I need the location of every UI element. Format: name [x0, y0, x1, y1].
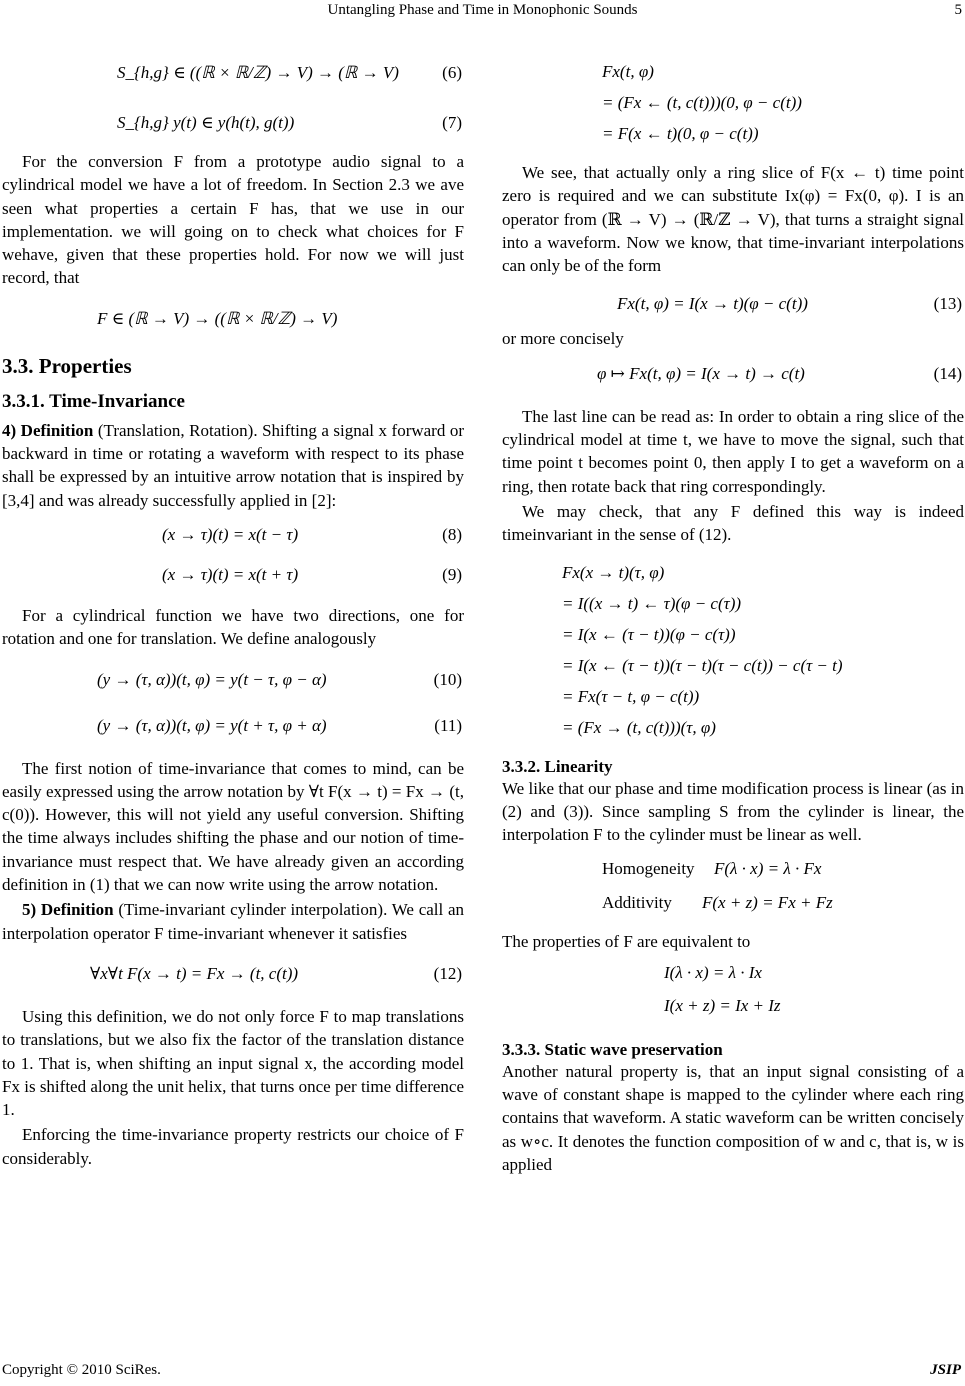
equation-11 [2, 709, 464, 743]
equation-12 [2, 957, 464, 991]
equation-7 [2, 106, 464, 140]
definition-5 [2, 898, 464, 945]
section-heading-properties: 3.3. Properties [2, 353, 132, 378]
equation-13-number: (13) [933, 294, 962, 314]
additivity-formula: F(x + z) = Fx + Fz [702, 893, 833, 913]
equation-11-body: (y → (τ, α))(t, φ) = y(t + τ, φ + α) [97, 715, 327, 735]
derivation-2-line: = (Fx → (t, c(t)))(τ, φ) [562, 717, 716, 737]
equivalence-additivity: I(x + z) = Ix + Iz [664, 995, 781, 1015]
derivation-2-line: = I(x ← (τ − t))(τ − t)(τ − c(t)) − c(τ − t) [562, 655, 843, 675]
equation-9 [2, 558, 464, 592]
derivation-1-line: = F(x ← t)(0, φ − c(t)) [602, 124, 759, 143]
paragraph-ring-slice: We see, that actually only a ring slice of F(x ← t) time point zero is required and we can substitute Ix(φ) = Fx(0, φ). I is an operator from (ℝ → V) → (ℝ/ℤ → V), that turns a straight signal into a waveform. Now we know, that time-invariant interpolations can only be of the form [502, 163, 964, 276]
paragraph-time-invariance-notion: The first notion of time-invariance that comes to mind, can be easily expressed using the arrow notation by ∀t F(x → t) = Fx → (t, c(0)). However, this will not yield any useful conversion. Shifting the time always includes shifting the phase and our notion of time-invariance must respect that. We have already given an according definition in (1) that we can now write using the arrow notation. [2, 758, 464, 895]
derivation-2-line: = Fx(τ − t, φ − c(t)) [562, 686, 700, 706]
paragraph-check: We may check, that any F defined this way is indeed timeinvariant in the sense of (12). [502, 501, 964, 545]
definition-5-label: 5) Definition [22, 900, 114, 920]
journal-abbreviation: JSIP [930, 1362, 961, 1378]
equation-10 [2, 663, 464, 697]
equation-14-body: φ ↦ Fx(t, φ) = I(x → t) → c(t) [597, 363, 805, 383]
equation-7-number: (7) [442, 113, 462, 132]
derivation-2 [562, 557, 964, 743]
paragraph-concisely: or more concisely [502, 329, 624, 349]
equation-F-type-body: F ∈ (ℝ → V) → ((ℝ × ℝ/ℤ) → V) [97, 308, 338, 328]
definition-4-label: 4) Definition [2, 420, 94, 440]
definition-5-text: (Time-invariant cylinder interpolation). We call an interpolation operator F time-invariant whenever it satisfies [2, 900, 465, 943]
additivity-label: Additivity [602, 893, 672, 913]
definition-4-text: (Translation, Rotation). Shifting a signal x forward or backward in time or rotating a waveform with respect to its phase shall be expressed by an intuitive arrow notation that is inspired by [3,4] and was already successfully applied in [2]: [2, 420, 464, 510]
copyright-notice: Copyright © 2010 SciRes. [2, 1362, 161, 1378]
equation-6 [2, 56, 464, 90]
paragraph-static-wave: Another natural property is, that an input signal consisting of a wave of constant shape is mapped to the cylinder where each ring contains that waveform. A static waveform can be written concisely as w∘c. It denotes the function composition of w and c, that is, w is applied [502, 1061, 964, 1174]
equation-6-number: (6) [442, 63, 462, 82]
equivalence-homogeneity: I(λ · x) = λ · Ix [664, 962, 762, 982]
right-column [502, 42, 964, 1176]
equation-10-number: (10) [433, 669, 462, 689]
derivation-2-line: = I((x → t) ← τ)(φ − c(τ)) [562, 593, 742, 613]
paragraph-equivalent: The properties of F are equivalent to [502, 932, 751, 952]
homogeneity-formula: F(λ · x) = λ · Fx [714, 859, 822, 879]
equation-9-body: (x → τ)(t) = x(t + τ) [162, 564, 299, 584]
paragraph-definition-usage: Using this definition, we do not only force F to map translations to translations, but we also fix the factor of the translation distance to 1. That is, when shifting an input signal x, the according model Fx is shifted along the unit helix, that turns once per time difference 1. [2, 1006, 464, 1120]
derivation-2-line: Fx(x → t)(τ, φ) [562, 562, 665, 582]
equation-13-body: Fx(t, φ) = I(x → t)(φ − c(t)) [617, 294, 808, 314]
equation-14-number: (14) [933, 363, 962, 383]
definition-4 [2, 419, 464, 512]
running-title: Untangling Phase and Time in Monophonic Sounds [327, 2, 638, 18]
equation-8 [2, 518, 464, 552]
homogeneity-label: Homogeneity [602, 859, 695, 879]
equation-10-body: (y → (τ, α))(t, φ) = y(t − τ, φ − α) [97, 669, 327, 689]
equation-F-type [2, 302, 464, 336]
equation-6-body: S_{h,g} ∈ ((ℝ × ℝ/ℤ) → V) → (ℝ → V) [117, 63, 399, 82]
subsection-heading-static-wave: 3.3.3. Static wave preservation [502, 1039, 723, 1059]
homogeneity-property [602, 852, 964, 886]
subsection-heading-linearity: 3.3.2. Linearity [502, 756, 613, 776]
derivation-1-line: = (Fx ← (t, c(t)))(0, φ − c(t)) [602, 93, 802, 112]
paragraph-enforcing: Enforcing the time-invariance property restricts our choice of F considerably. [2, 1125, 464, 1168]
equation-14 [502, 357, 964, 391]
equation-12-body: ∀x∀t F(x → t) = Fx → (t, c(t)) [90, 963, 299, 983]
page-number: 5 [954, 2, 962, 18]
paragraph-conversion: For the conversion F from a prototype audio signal to a cylindrical model we have a lot of freedom. In Section 2.3 we ave seen what properties a certain F has, that we use in our implementation. we will going on to check what choices for F wehave, given that these properties hold. For now we will just record, that [2, 152, 464, 288]
paragraph-cylindrical-function: For a cylindrical function we have two directions, one for rotation and one for translation. We define analogously [2, 605, 464, 649]
paragraph-linearity: We like that our phase and time modification process is linear (as in (2) and (3)). Since sampling S from the cylinder is linear, the interpolation F to the cylinder must be linear as well. [502, 778, 964, 845]
equation-8-number: (8) [442, 524, 462, 544]
subsection-heading-time-invariance: 3.3.1. Time-Invariance [2, 390, 185, 412]
equation-13 [502, 287, 964, 321]
derivation-2-line: = I(x ← (τ − t))(φ − c(τ)) [562, 624, 736, 644]
paragraph-ring-slice-reading: The last line can be read as: In order to obtain a ring slice of the cylindrical model at time t, we have to move the signal, such that time point t becomes point 0, then apply I to get a waveform on a ring, then rotate back that ring correspondingly. [502, 406, 964, 496]
page-header [0, 0, 965, 22]
equation-11-number: (11) [434, 715, 462, 735]
equation-9-number: (9) [442, 564, 462, 584]
derivation-1-line: Fx(t, φ) [602, 62, 654, 81]
equation-8-body: (x → τ)(t) = x(t − τ) [162, 524, 299, 544]
equation-12-number: (12) [433, 963, 462, 983]
left-column [2, 42, 464, 1170]
equation-7-body: S_{h,g} y(t) ∈ y(h(t), g(t)) [117, 113, 295, 132]
derivation-1 [602, 56, 964, 149]
equivalent-properties [664, 956, 964, 1022]
additivity-property [602, 886, 964, 920]
